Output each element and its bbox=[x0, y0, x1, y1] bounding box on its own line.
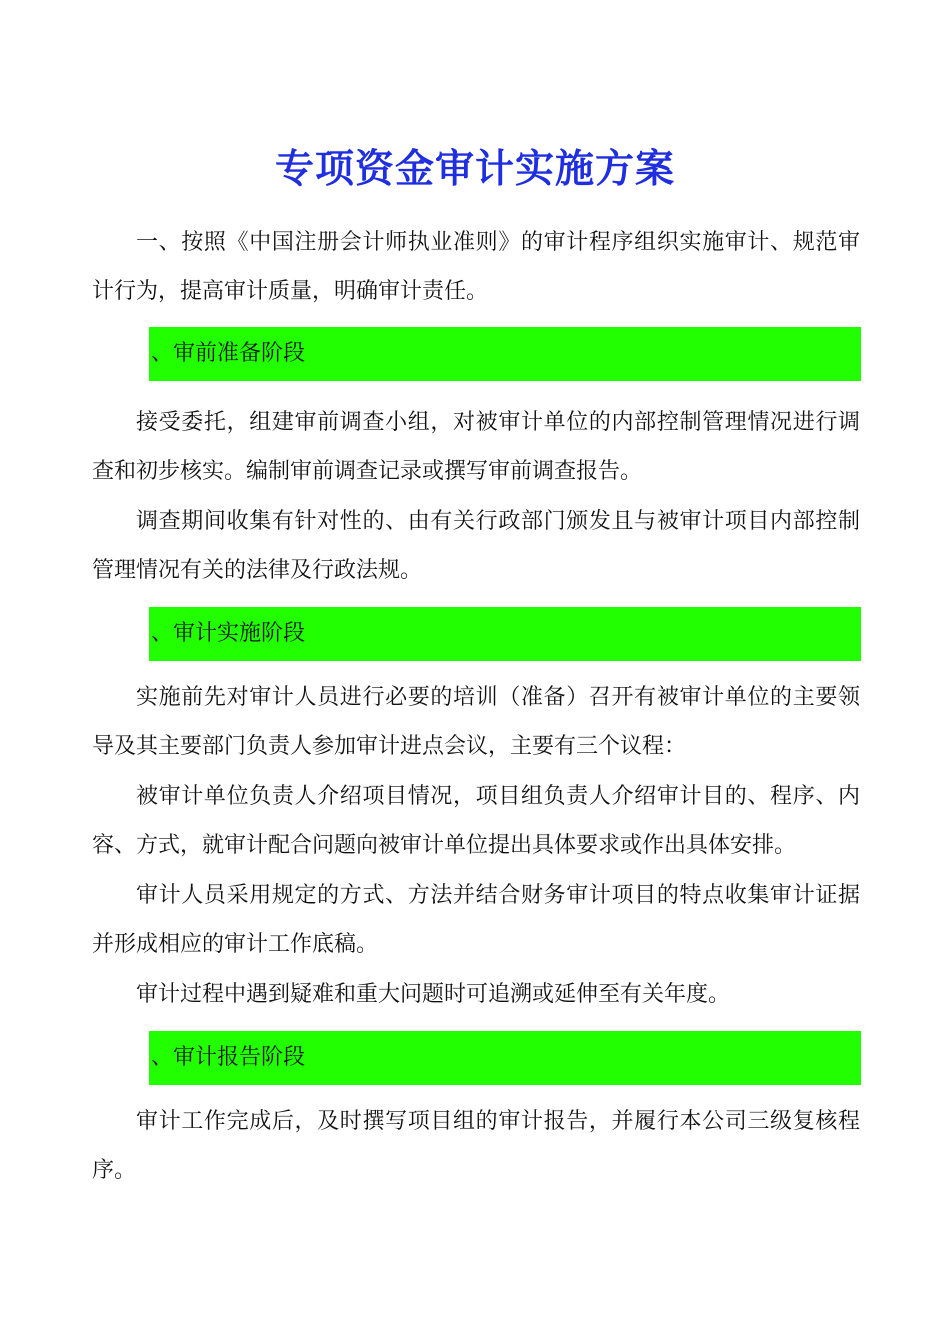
section-heading-report: 、审计报告阶段 bbox=[149, 1031, 861, 1085]
paragraph: 审计人员采用规定的方式、方法并结合财务审计项目的特点收集审计证据并形成相应的审计工作底稿。 bbox=[92, 883, 860, 957]
section-heading-implementation: 、审计实施阶段 bbox=[149, 607, 861, 661]
paragraph: 接受委托，组建审前调查小组，对被审计单位的内部控制管理情况进行调查和初步核实。编制审前调查记录或撰写审前调查报告。 bbox=[92, 410, 860, 484]
page-title: 专项资金审计实施方案 bbox=[274, 147, 675, 193]
paragraph: 审计过程中遇到疑难和重大问题时可追溯或延伸至有关年度。 bbox=[136, 982, 731, 1007]
paragraph: 调查期间收集有针对性的、由有关行政部门颁发且与被审计项目内部控制管理情况有关的法律及行政法规。 bbox=[92, 509, 860, 583]
document-body bbox=[92, 218, 860, 1195]
paragraph: 被审计单位负责人介绍项目情况，项目组负责人介绍审计目的、程序、内容、方式，就审计配合问题向被审计单位提出具体要求或作出具体安排。 bbox=[92, 784, 860, 858]
paragraph: 审计工作完成后，及时撰写项目组的审计报告，并履行本公司三级复核程序。 bbox=[92, 1109, 860, 1183]
intro-paragraph: 一、按照《中国注册会计师执业准则》的审计程序组织实施审计、规范审计行为，提高审计质量，明确审计责任。 bbox=[92, 230, 860, 304]
paragraph: 实施前先对审计人员进行必要的培训（准备）召开有被审计单位的主要领导及其主要部门负责人参加审计进点会议，主要有三个议程： bbox=[92, 685, 860, 759]
section-heading-pre-audit: 、审前准备阶段 bbox=[149, 327, 861, 381]
